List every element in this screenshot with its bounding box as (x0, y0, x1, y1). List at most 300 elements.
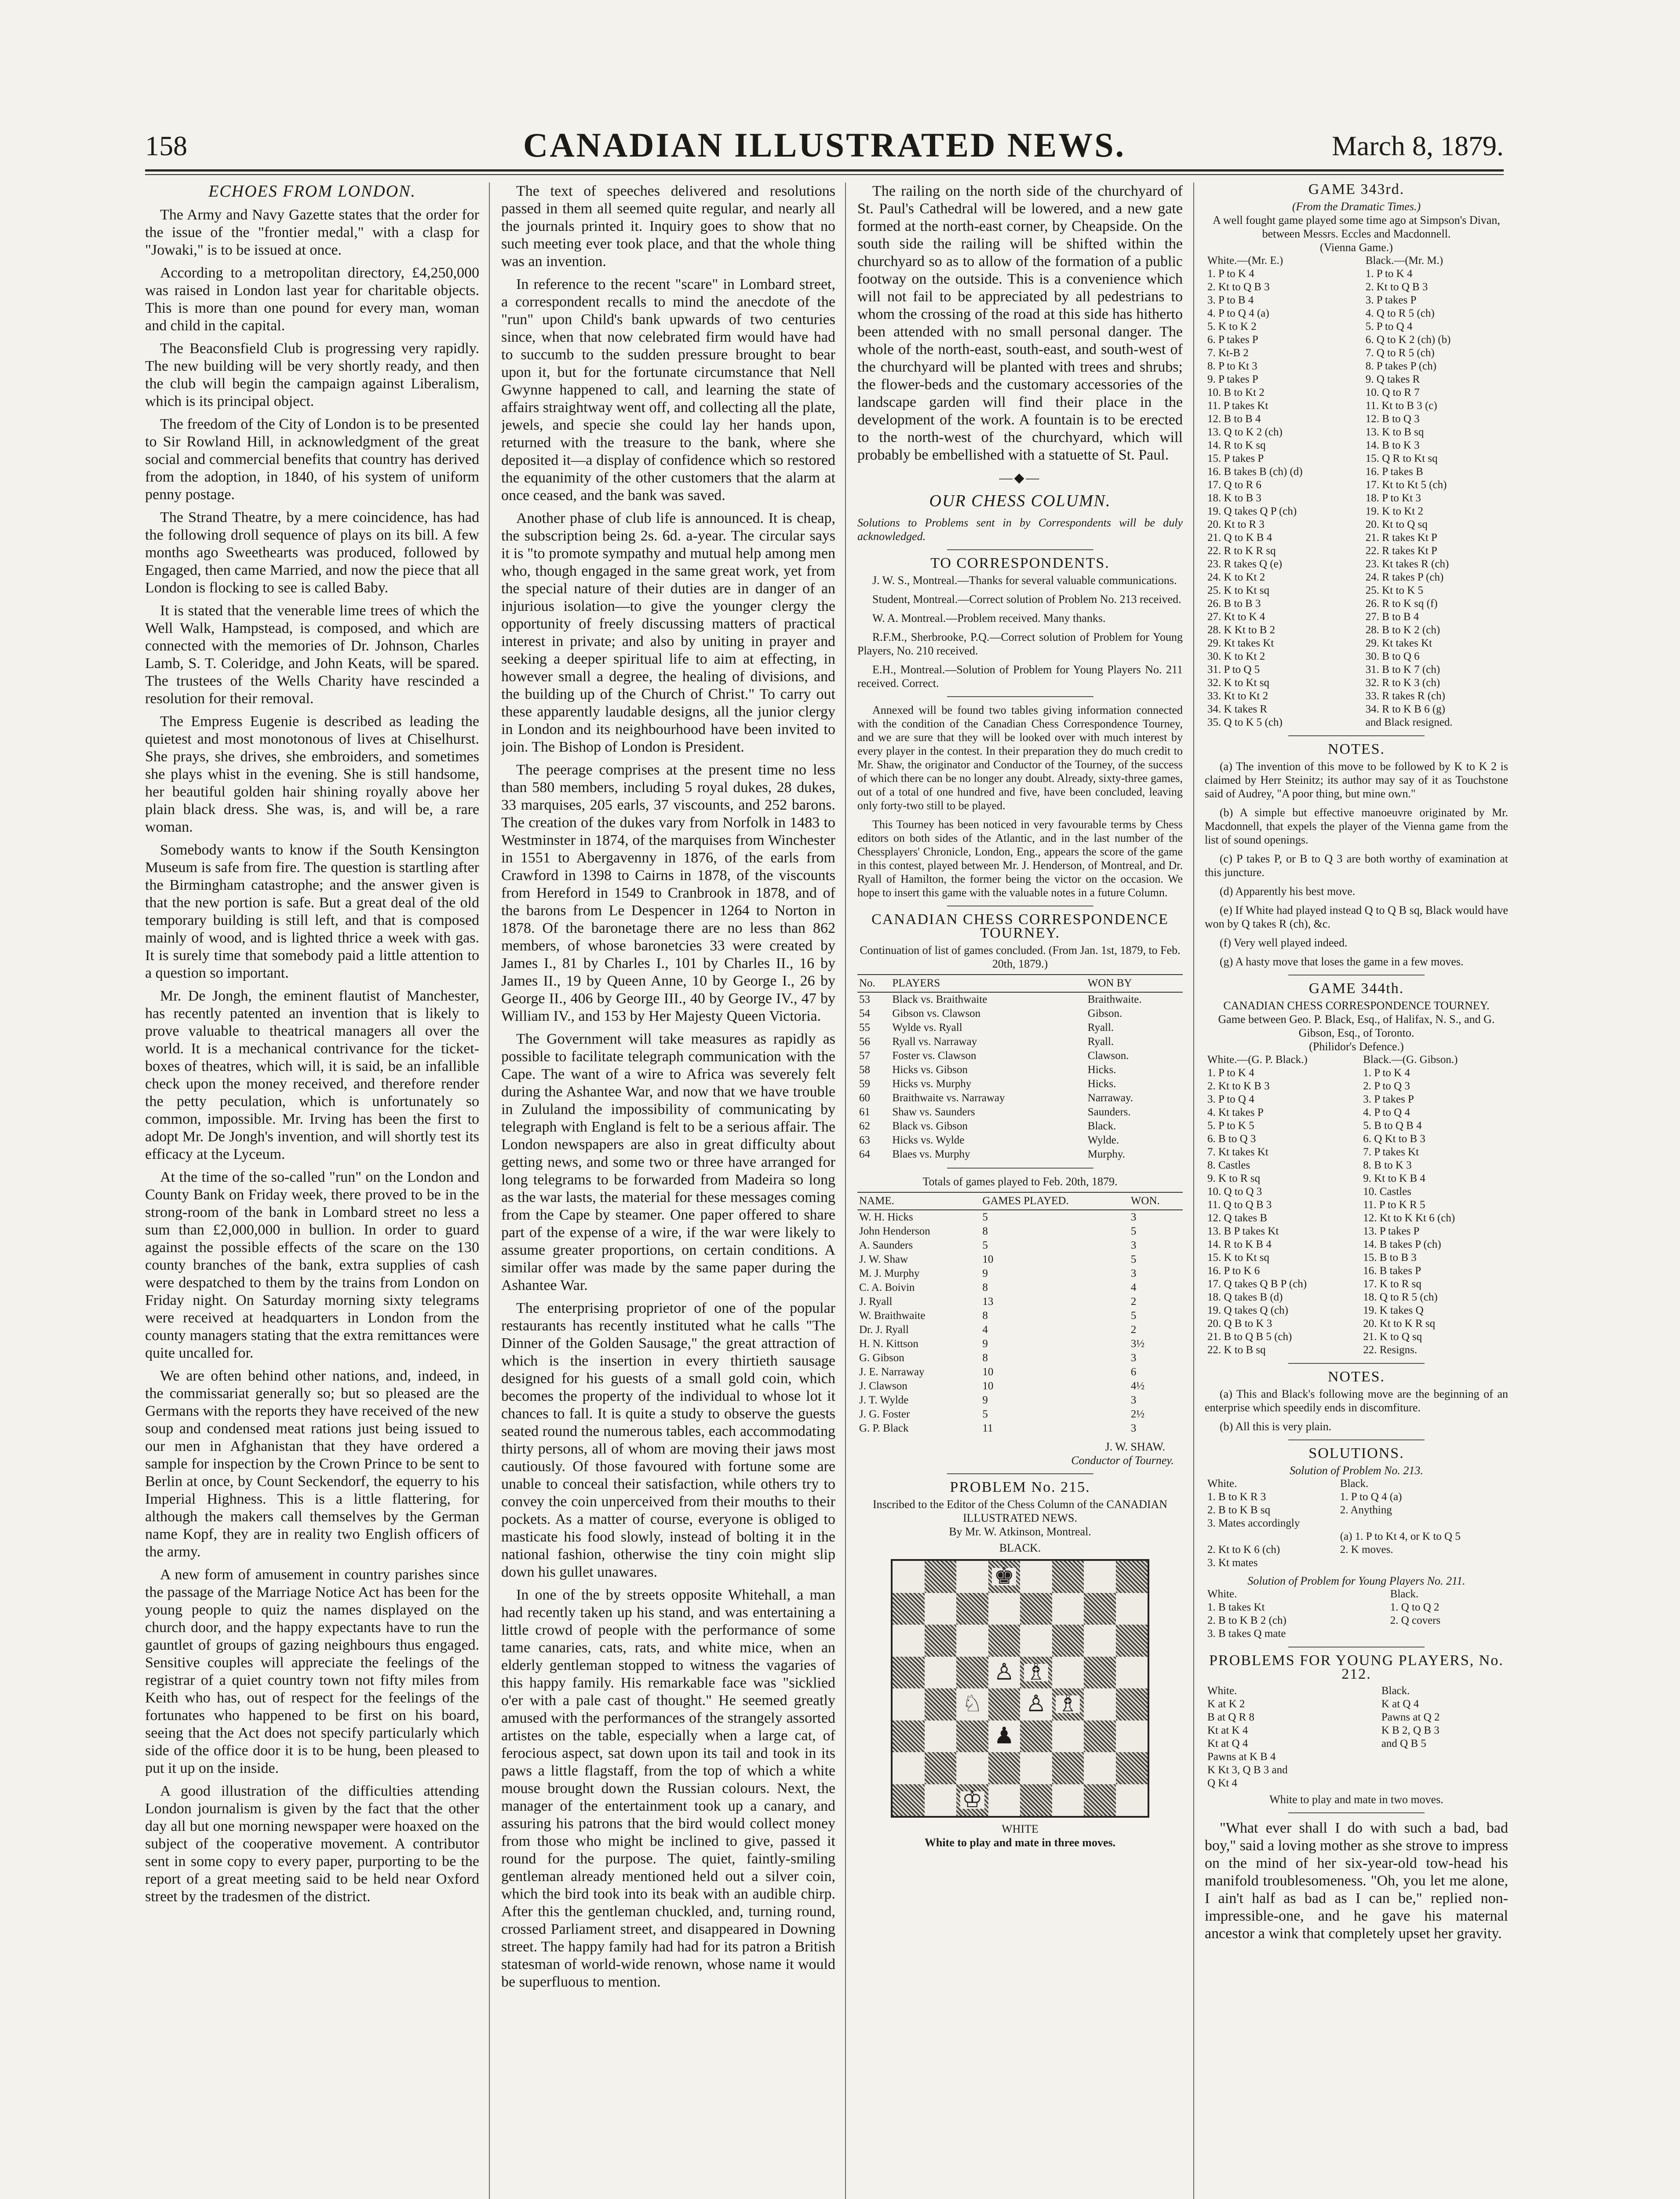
page-number: 158 (145, 130, 187, 161)
white-player: White.—(Mr. E.) (1207, 255, 1283, 267)
table-cell: 16. B takes P (1363, 1265, 1421, 1277)
game-344-intro: Game between Geo. P. Black, Esq., of Halifax, N. S., and G. Gibson, Esq., of Toronto. (1218, 1013, 1495, 1039)
table-row (1205, 1146, 1508, 1159)
board-square (1116, 1625, 1148, 1657)
table-cell (1337, 1556, 1508, 1570)
table-cell: Kt at K 4 (1207, 1724, 1248, 1736)
table-cell: 8 (982, 1282, 988, 1293)
table-cell: 27. B to B 4 (1365, 611, 1419, 623)
table-cell: 1. P to K 4 (1363, 1067, 1410, 1079)
table-cell: 24. K to Kt 2 (1207, 571, 1265, 583)
table-cell: 3. P to Q 4 (1207, 1093, 1254, 1105)
table-cell: 10. Q to Q 3 (1207, 1186, 1262, 1198)
table-row (1205, 1238, 1508, 1251)
table-cell: Hicks. (1087, 1078, 1116, 1090)
paragraph: (b) A simple but effective manoeuvre originated by Mr. Macdonnell, that expels the player of the Vienna game from the list of sound openings. (1205, 806, 1508, 846)
table-row (1205, 1291, 1508, 1304)
table-row (1205, 1777, 1508, 1790)
issue-date: March 8, 1879. (1331, 130, 1504, 161)
table-cell: 3. P takes P (1365, 294, 1417, 306)
masthead (145, 125, 1504, 167)
table-row (1205, 492, 1508, 505)
table-cell: Narraway. (1087, 1092, 1133, 1104)
table-cell: 31. P to Q 5 (1207, 664, 1260, 676)
table-cell: 16. B takes B (ch) (d) (1207, 466, 1303, 478)
col-white: White. (1207, 1685, 1237, 1697)
paragraph: The peerage comprises at the present time no less than 580 members, including 5 royal dukes, 28 dukes, 33 marquises, 205 earls, 37 viscounts, and 252 barons. The creation of the dukes vary from Norfolk in 1483 to Westminster in 1874, of the marquises from Winchester in 1551 to Abergavenny in 1876, of the earls from Crawford in 1398 to Cairns in 1878, of the viscounts from Hereford in 1549 to Cranbrook in 1878, and of the barons from Le Despencer in 1264 to Norton in 1878. Of the baronetage there are no less than 862 members, of whose baronetcies 33 were created by James I., 81 by Charles I., 101 by Charles II., 16 by James II., 19 by Queen Anne, 10 by George I., 26 by George II., 406 by George III., 40 by George IV., 47 by William IV., and 153 by Her Majesty Queen Victoria. (501, 762, 835, 1024)
table-cell: 28. K Kt to B 2 (1207, 624, 1275, 636)
table-cell: Gibson. (1087, 1008, 1122, 1019)
table-cell: M. J. Murphy (859, 1268, 920, 1279)
games-table (857, 974, 1183, 1162)
board-square (925, 1688, 957, 1720)
board-square (1020, 1657, 1052, 1689)
table-row (1205, 505, 1508, 518)
table-cell: 9. P takes P (1207, 373, 1258, 385)
table-cell: 4. P to Q 4 (a) (1207, 307, 1269, 319)
table-row (1205, 1330, 1508, 1344)
paragraph: A good illustration of the difficulties attending London journalism is given by the fact that the other day all but one morning newspaper were hoaxed on the subject of the cooperative movement. A contributor sent in some copy to every paper, purporting to be the report of a great meeting said to be held near Oxford street by the tradesmen of the district. (145, 1783, 479, 1905)
table-cell: 28. B to K 2 (ch) (1365, 624, 1440, 636)
table-row (1205, 1185, 1508, 1198)
table-cell: 14. R to K B 4 (1207, 1238, 1272, 1250)
table-cell: Hicks. (1087, 1064, 1116, 1076)
table-row (1205, 465, 1508, 479)
table-cell: 12. Q takes B (1207, 1212, 1268, 1224)
table-cell: Ryall. (1087, 1022, 1114, 1034)
table-cell: Hicks vs. Gibson (892, 1064, 968, 1076)
table-cell: 8 (982, 1310, 988, 1322)
table-cell: 2. P to Q 3 (1363, 1080, 1410, 1092)
board-square (988, 1625, 1020, 1657)
table-row (1205, 1764, 1508, 1777)
table-cell: 5. P to Q 4 (1365, 321, 1413, 332)
table-cell: 7. Q to R 5 (ch) (1365, 347, 1435, 359)
table-cell: Gibson vs. Clawson (892, 1008, 981, 1019)
table-cell: Black. (1087, 1120, 1116, 1132)
table-cell: 1. P to Q 4 (a) (1340, 1491, 1402, 1503)
table-cell: 15. Q R to Kt sq (1365, 453, 1438, 464)
ornament: —◆— (999, 471, 1041, 485)
table-cell (1379, 1777, 1508, 1790)
notes-heading: NOTES. (1327, 741, 1385, 757)
table-cell: 31. B to K 7 (ch) (1365, 664, 1440, 676)
table-row (857, 1365, 1183, 1379)
table-row (1205, 1067, 1508, 1080)
signature-title: Conductor of Tourney. (1071, 1454, 1174, 1467)
table-cell: 18. P to Kt 3 (1365, 492, 1421, 504)
paragraph: This Tourney has been noticed in very favourable terms by Chess editors on both sides of the Atlantic, and in the last number of the Chessplayers' Chronicle, London, Eng., appears the score of the game in this contest, played between Mr. J. Henderson, of Montreal, and Dr. Ryall of Hamilton, the former being the victor on the occasion. We hope to insert this game with the valuable notes in a future Column. (857, 818, 1183, 899)
table-cell: 19. Q takes Q P (ch) (1207, 505, 1297, 517)
table-cell: 19. K takes Q (1363, 1304, 1424, 1316)
problem-inscription: Inscribed to the Editor of the Chess Column of the CANADIAN ILLUSTRATED NEWS. (872, 1498, 1168, 1524)
table-row (1205, 1172, 1508, 1185)
table-cell: Kt at Q 4 (1207, 1738, 1248, 1750)
board-square (1084, 1720, 1116, 1753)
table-cell: 2. Q covers (1390, 1615, 1441, 1626)
chess-piece-icon: ♔ (960, 1791, 984, 1809)
table-cell: Wylde. (1087, 1134, 1119, 1146)
table-cell: 19. K to Kt 2 (1365, 505, 1423, 517)
table-row (857, 1077, 1183, 1091)
section-heading: ECHOES FROM LONDON. (208, 183, 416, 201)
board-square (925, 1657, 957, 1689)
white-player: White.—(G. P. Black.) (1207, 1054, 1308, 1066)
table-row (1205, 373, 1508, 386)
paragraph: The Army and Navy Gazette states that the order for the issue of the "frontier medal," with a clasp for "Jowaki," is to be issued at once. (145, 207, 479, 258)
column-divider (489, 183, 490, 2199)
paragraph: (d) Apparently his best move. (1220, 885, 1356, 898)
board-square (1052, 1752, 1084, 1784)
paragraph: (g) A hasty move that loses the game in a few moves. (1220, 955, 1464, 968)
table-row (1205, 267, 1508, 281)
paragraph: The Beaconsfield Club is progressing very rapidly. The new building will be very shortly ready, and then the club will begin the campaign against Liberalism, which is its principal object. (145, 340, 479, 409)
table-cell: 4 (1130, 1282, 1137, 1293)
table-row (1205, 1601, 1508, 1614)
table-cell: Shaw vs. Saunders (892, 1106, 975, 1118)
board-square (1020, 1625, 1052, 1657)
column-3 (857, 183, 1183, 2199)
table-cell: 5 (982, 1211, 988, 1223)
table-cell: 35. Q to K 5 (ch) (1207, 716, 1283, 728)
table-cell: 29. Kt takes Kt (1365, 637, 1432, 649)
table-cell: 9. K to R sq (1207, 1173, 1261, 1184)
table-cell: 6. B to Q 3 (1207, 1133, 1256, 1145)
board-square (1084, 1752, 1116, 1784)
game-343-moves (1205, 254, 1508, 729)
column-4 (1205, 183, 1508, 2199)
paragraph: The text of speeches delivered and resolutions passed in them all seemed quite regular, and nearly all the journals printed it. Inquiry goes to show that no such meeting ever took place, and that the whole thing was an invention. (501, 183, 835, 270)
table-cell: J. E. Narraway (859, 1366, 925, 1378)
table-cell: 21. K to Q sq (1363, 1331, 1422, 1343)
divider (947, 1473, 1093, 1474)
chess-column-heading: OUR CHESS COLUMN. (929, 492, 1111, 510)
board-square (956, 1593, 988, 1625)
table-cell: 7. Kt takes Kt (1207, 1146, 1268, 1158)
table-cell: 23. R takes Q (e) (1207, 558, 1283, 570)
column-2 (501, 183, 835, 2199)
divider (947, 549, 1093, 550)
table-row (1205, 479, 1508, 492)
table-cell: John Henderson (859, 1225, 930, 1237)
board-square (988, 1784, 1020, 1816)
totals-table-header (857, 1192, 1183, 1210)
table-cell: W. H. Hicks (859, 1211, 913, 1223)
tourney-subtitle: Continuation of list of games concluded. (From Jan. 1st, 1879, to Feb. 20th, 1879.) (860, 944, 1181, 970)
board-square (925, 1625, 957, 1657)
board-square (1052, 1593, 1084, 1625)
board-square (1052, 1561, 1084, 1593)
table-cell: 15. K to Kt sq (1207, 1252, 1269, 1264)
table-cell: 62 (859, 1120, 870, 1132)
table-cell: A. Saunders (859, 1239, 913, 1251)
board-square (988, 1593, 1020, 1625)
table-cell: B at Q R 8 (1207, 1711, 1254, 1723)
table-cell: 56 (859, 1036, 870, 1048)
board-square (925, 1784, 957, 1816)
table-cell: Blaes vs. Murphy (892, 1148, 970, 1160)
table-row (1205, 584, 1508, 597)
paragraph: In reference to the recent "scare" in Lombard street, a correspondent recalls to mind the anecdote of the "run" upon Child's bank upwards of two centuries since, when that now celebrated firm would have had to succumb to the sudden pressure brought to bear upon it, but for the fortunate circumstance that Nell Gwynne happened to call, and learning the state of affairs straightway went off, and collecting all the plate, jewels, and specie she could lay her hands upon, returned with the treasure to the bank, where she deposited it—a display of confidence which so restored the equanimity of the other customers that the alarm at once ceased, and the bank was saved. (501, 276, 835, 504)
table-cell: 34. R to K B 6 (g) (1365, 703, 1445, 715)
chess-piece-icon: ♘ (960, 1695, 984, 1713)
table-cell: 18. Q to R 5 (ch) (1363, 1291, 1438, 1303)
black-player: Black.—(Mr. M.) (1365, 255, 1443, 267)
table-row (1205, 1556, 1508, 1570)
table-cell: J. Clawson (859, 1380, 907, 1392)
table-row (1205, 597, 1508, 610)
table-cell: 9. Kt to K B 4 (1363, 1173, 1425, 1184)
board-square (1084, 1625, 1116, 1657)
table-cell: 5 (1130, 1310, 1137, 1322)
table-row (1205, 1504, 1508, 1517)
table-row (1205, 333, 1508, 347)
column-header: WON. (1129, 1192, 1183, 1210)
problem-author: By Mr. W. Atkinson, Montreal. (949, 1525, 1091, 1538)
divider (1288, 1363, 1425, 1364)
column-header: GAMES PLAYED. (980, 1192, 1129, 1210)
table-row (857, 1309, 1183, 1323)
table-cell: 2 (1130, 1296, 1137, 1308)
table-cell: and Black resigned. (1365, 716, 1453, 728)
notes-heading: NOTES. (1327, 1369, 1385, 1385)
table-cell: 10. Q to R 7 (1365, 387, 1420, 398)
table-cell: 2. Kt to Q B 3 (1365, 281, 1428, 293)
game-344-opening: (Philidor's Defence.) (1309, 1040, 1404, 1053)
game-344-title: CANADIAN CHESS CORRESPONDENCE TOURNEY. (1223, 999, 1490, 1012)
table-cell: G. P. Black (859, 1422, 909, 1434)
board-square (1116, 1657, 1148, 1689)
chess-piece-icon: ♗ (1056, 1695, 1080, 1713)
table-cell: and Q B 5 (1381, 1738, 1426, 1750)
table-cell: 6 (1130, 1366, 1137, 1378)
table-cell (1388, 1627, 1508, 1640)
table-row (1205, 1264, 1508, 1278)
table-cell: 7. P takes Kt (1363, 1146, 1419, 1158)
table-cell: 33. R takes R (ch) (1365, 690, 1445, 702)
black-player: Black.—(G. Gibson.) (1363, 1054, 1458, 1066)
paragraph: The railing on the north side of the churchyard of St. Paul's Cathedral will be lowered, and a new gate formed at the north-east corner, by Cheapside. On the south side the railing will be shifted within the churchyard so as to allow of the formation of a public footway on the outside. This is a convenience which will not fail to be appreciated by all pedestrians to whom the crossing of the road at this side has hitherto been attended with no small personal danger. The whole of the north-east, south-east, and south-west of the churchyard will be planted with trees and shrubs; the flower-beds and the customary accessories of the landscape garden will find their place in the development of the work. A fountain is to be erected to the north-west of the churchyard, which will probably be embellished with a statuette of St. Paul. (857, 183, 1183, 463)
table-cell: 5 (1130, 1225, 1137, 1237)
chess-piece-icon: ♚ (992, 1568, 1016, 1585)
col-white: White. (1207, 1478, 1237, 1490)
problem-instruction: White to play and mate in three moves. (924, 1836, 1116, 1849)
table-cell: 20. Kt to R 3 (1207, 519, 1265, 530)
board-square (1020, 1593, 1052, 1625)
board-square (925, 1752, 957, 1784)
paragraph: (a) The invention of this move to be followed by K to K 2 is claimed by Herr Steinitz; its author may say of it as Touchstone said of Audrey, "A poor thing, but mine own." (1205, 760, 1508, 800)
table-row (1205, 558, 1508, 571)
board-square (1116, 1720, 1148, 1753)
table-cell: 20. Q B to K 3 (1207, 1318, 1272, 1330)
board-square (1052, 1688, 1084, 1720)
table-cell: 11. Q to Q B 3 (1207, 1199, 1272, 1211)
young-players-heading: PROBLEMS FOR YOUNG PLAYERS, No. 212. (1209, 1652, 1504, 1682)
table-cell: 14. B takes P (ch) (1363, 1238, 1441, 1250)
table-cell: 2. B to K B 2 (ch) (1207, 1615, 1286, 1626)
table-cell: 5 (982, 1408, 988, 1420)
divider (1288, 1812, 1425, 1813)
table-row (1205, 716, 1508, 729)
table-cell: 63 (859, 1134, 870, 1146)
board-square (988, 1752, 1020, 1784)
table-cell: 33. Kt to Kt 2 (1207, 690, 1268, 702)
table-cell (1337, 1517, 1508, 1530)
table-cell: 3 (1130, 1352, 1137, 1364)
table-cell: 11. P to K R 5 (1363, 1199, 1425, 1211)
column-header: NAME. (857, 1192, 980, 1210)
column-divider (1193, 183, 1194, 2199)
divider (947, 1168, 1093, 1169)
paragraph: J. W. S., Montreal.—Thanks for several valuable communications. (872, 574, 1177, 587)
table-cell: 5 (982, 1239, 988, 1251)
table-cell: J. W. Shaw (859, 1253, 908, 1265)
board-square (956, 1561, 988, 1593)
game-343-opening: (Vienna Game.) (1320, 241, 1393, 254)
table-cell: 3 (1130, 1394, 1137, 1406)
table-row (1205, 1132, 1508, 1146)
table-cell: Saunders. (1087, 1106, 1131, 1118)
table-row (857, 992, 1183, 1007)
table-cell: 3. P takes P (1363, 1093, 1414, 1105)
table-cell: 4. P to Q 4 (1363, 1107, 1410, 1118)
table-cell: K at Q 4 (1381, 1698, 1419, 1710)
paragraph: The Strand Theatre, by a mere coincidence, has had the following droll sequence of plays on its bill. A few months ago Sweethearts was produced, followed by Engaged, then came Married, and now the piece that all London is flocking to see is called Baby. (145, 509, 479, 596)
table-cell: 6. P takes P (1207, 334, 1258, 346)
paragraph: According to a metropolitan directory, £4,250,000 was raised in London last year for charitable objects. This is more than one pound for every man, woman and child in the capital. (145, 265, 479, 334)
table-cell: 11 (982, 1422, 993, 1434)
table-row (857, 1091, 1183, 1105)
table-cell: 17. K to R sq (1363, 1278, 1421, 1290)
table-cell: 4 (982, 1324, 988, 1336)
table-cell: 6. Q to K 2 (ch) (b) (1365, 334, 1451, 346)
closing-anecdote: "What ever shall I do with such a bad, bad boy," said a loving mother as she strove to impress on the mind of her six-year-old tow-head his manifold troublesomeness. "Oh, you let me alone, I ain't half as bad as I can be," replied non-impressible-one, and he gave his maternal ancestor a wink that completely upset her gravity. (1205, 1820, 1508, 1942)
table-row (1205, 1106, 1508, 1119)
paragraph: We are often behind other nations, and, indeed, in the commissariat generally so; but so pleased are the Germans with the reports they have received of the new soup and condensed meat rations just being issued to our men in Afghanistan that they have ordered a sample for inspection by the Crown Prince to be sent to Berlin at once, by Count Seckendorf, the equerry to his Imperial Highness. This is a little flattering, for although the makers call themselves by the German name Kopf, they are in reality two English officers of the army. (145, 1368, 479, 1560)
table-row (1205, 1212, 1508, 1225)
table-row (1205, 439, 1508, 452)
table-row (857, 1063, 1183, 1077)
table-cell: 34. K takes R (1207, 703, 1268, 715)
paragraph: Another phase of club life is announced. It is cheap, the subscription being 2s. 6d. a-year. The circular says it is "to promote sympathy and mutual help among men who, though engaged in the same great work, yet from the special nature of their duties are in danger of an injurious isolation—to give the younger clergy the opportunity of freely discussing matters of practical interest in private; and also by uniting in prayer and seeking a deeper spiritual life to aim at effecting, in however small a degree, the healing of divisions, and the building up of the Church of Christ." To carry out these apparently laudable designs, all the junior clergy in London and its neighbourhood have been invited to join. The Bishop of London is President. (501, 510, 835, 755)
table-row (1205, 1724, 1508, 1737)
table-cell: 10 (982, 1366, 994, 1378)
solution-211-title: Solution of Problem for Young Players No. 211. (1247, 1574, 1465, 1587)
table-cell: 57 (859, 1050, 870, 1062)
table-cell: Braithwaite. (1087, 994, 1142, 1005)
problem-heading: PROBLEM No. 215. (950, 1479, 1090, 1495)
table-cell: 3. Mates accordingly (1207, 1517, 1300, 1529)
table-row (1205, 1159, 1508, 1172)
table-cell: 59 (859, 1078, 870, 1090)
table-cell: Black vs. Braithwaite (892, 994, 988, 1005)
board-square (1020, 1784, 1052, 1816)
paragraph: In one of the by streets opposite Whitehall, a man had recently taken up his stand, and was entertaining a little crowd of people with the performance of some tame canaries, cats, rats, and white mice, when an elderly gentleman stopped to witness the vagaries of this happy family. His remarkable face was "sicklied o'er with a pale cast of thought." He seemed greatly amused with the performances of the strangely assorted artistes on the table, especially when a large cat, of ferocious aspect, sat down upon its tail and took in its paws a little flagstaff, from the top of which a white mouse brought down the Russian colours. Next, the manager of the entertainment took up a canary, and assuring his patrons that the bird would collect money from those who might be inclined to give, passed it round for the purpose. The quiet, faintly-smiling gentleman already mentioned held out a silver coin, which the bird took into its beak with an audible chirp. After this the gentleman chuckled, and, turning round, crossed Parliament street, and disappeared in Downing street. The happy family had had for its patron a British statesman of world-wide renown, whose name it would be superfluous to mention. (501, 1587, 835, 1990)
paragraph: (f) Very well played indeed. (1220, 936, 1348, 949)
table-row (1205, 1119, 1508, 1132)
board-square (1020, 1720, 1052, 1753)
board-square (956, 1688, 988, 1720)
table-cell: Hicks vs. Wylde (892, 1134, 965, 1146)
table-cell: K Kt 3, Q B 3 and (1207, 1764, 1288, 1776)
table-cell: J. T. Wylde (859, 1394, 909, 1406)
paragraph: The freedom of the City of London is to be presented to Sir Rowland Hill, in acknowledgment of the great social and commercial benefits that country has derived from the adoption, in 1840, of his system of uniform penny postage. (145, 416, 479, 503)
table-cell: Dr. J. Ryall (859, 1324, 909, 1336)
table-cell: 2. Anything (1340, 1504, 1392, 1516)
table-cell: 22. R takes Kt P (1365, 545, 1437, 557)
table-cell: 18. Q takes B (d) (1207, 1291, 1283, 1303)
table-cell: K at K 2 (1207, 1698, 1245, 1710)
table-row (1205, 413, 1508, 426)
table-cell: Q Kt 4 (1207, 1777, 1238, 1789)
paragraph: (b) All this is very plain. (1220, 1420, 1332, 1433)
table-row (1205, 1317, 1508, 1330)
table-cell: 8 (982, 1352, 988, 1364)
correspondents-list (857, 573, 1183, 690)
board-square (893, 1657, 925, 1689)
game-343-intro: A well fought game played some time ago at Simpson's Divan, between Messrs. Eccles and Macdonnell. (1213, 214, 1500, 240)
table-cell: 8. Castles (1207, 1159, 1250, 1171)
paragraph: Student, Montreal.—Correct solution of Problem No. 213 received. (872, 593, 1181, 606)
paragraph: Somebody wants to know if the South Kensington Museum is safe from fire. The question is startling after the Birmingham catastrophe; and the answer given is that the new portion is safe. But a great deal of the old temporary building is still left, and that is composed mainly of wood, and is lighted thrice a week with gas. It is surely time that somebody paid a little attention to a question so important. (145, 842, 479, 981)
table-cell: 26. B to B 3 (1207, 598, 1261, 610)
table-cell: 1. P to K 4 (1207, 268, 1254, 280)
table-row (1205, 1093, 1508, 1106)
table-cell: 3½ (1130, 1338, 1145, 1350)
table-cell: C. A. Boivin (859, 1282, 915, 1293)
table-cell: 3 (1130, 1422, 1137, 1434)
table-cell: Clawson. (1087, 1050, 1129, 1062)
table-cell: 1. B takes Kt (1207, 1601, 1265, 1613)
paragraph: (e) If White had played instead Q to Q B sq, Black would have won by Q takes R (ch), &c. (1205, 904, 1508, 930)
table-cell: 5. K to K 2 (1207, 321, 1257, 332)
table-cell: 6. Q Kt to B 3 (1363, 1133, 1425, 1145)
table-cell: 4. Q to R 5 (ch) (1365, 307, 1435, 319)
game-343-notes (1205, 760, 1508, 968)
table-cell: G. Gibson (859, 1352, 904, 1364)
board-square (956, 1657, 988, 1689)
table-row (1205, 690, 1508, 703)
col-black: Black. (1381, 1685, 1410, 1697)
table-cell: Pawns at Q 2 (1381, 1711, 1440, 1723)
table-row (1205, 399, 1508, 413)
table-cell: 15. B to B 3 (1363, 1252, 1417, 1264)
table-cell: K B 2, Q B 3 (1381, 1724, 1439, 1736)
table-row (857, 1133, 1183, 1147)
table-row (857, 1253, 1183, 1267)
table-cell: 21. B to Q B 5 (ch) (1207, 1331, 1292, 1343)
table-cell: 20. Kt to K R sq (1363, 1318, 1436, 1330)
board-square (956, 1784, 988, 1816)
table-cell: Wylde vs. Ryall (892, 1022, 962, 1034)
solution-213 (1205, 1477, 1508, 1570)
table-row (857, 1421, 1183, 1436)
table-row (1205, 1344, 1508, 1357)
board-square (1052, 1720, 1084, 1753)
table-cell: 13. P takes P (1363, 1225, 1420, 1237)
table-cell: 64 (859, 1148, 870, 1160)
table-row (1205, 347, 1508, 360)
table-row (1205, 1517, 1508, 1530)
table-cell (1205, 1530, 1337, 1543)
table-row (1205, 294, 1508, 307)
tourney-heading: CANADIAN CHESS CORRESPONDENCE TOURNEY. (871, 911, 1169, 941)
paragraph: (a) This and Black's following move are the beginning of an enterprise which speedily ends in discomfiture. (1205, 1388, 1508, 1414)
board-label-white: WHITE (1002, 1823, 1039, 1835)
board-square (1052, 1657, 1084, 1689)
table-cell: 25. Kt to K 5 (1365, 584, 1423, 596)
table-cell: 2. Kt to Q B 3 (1207, 281, 1270, 293)
